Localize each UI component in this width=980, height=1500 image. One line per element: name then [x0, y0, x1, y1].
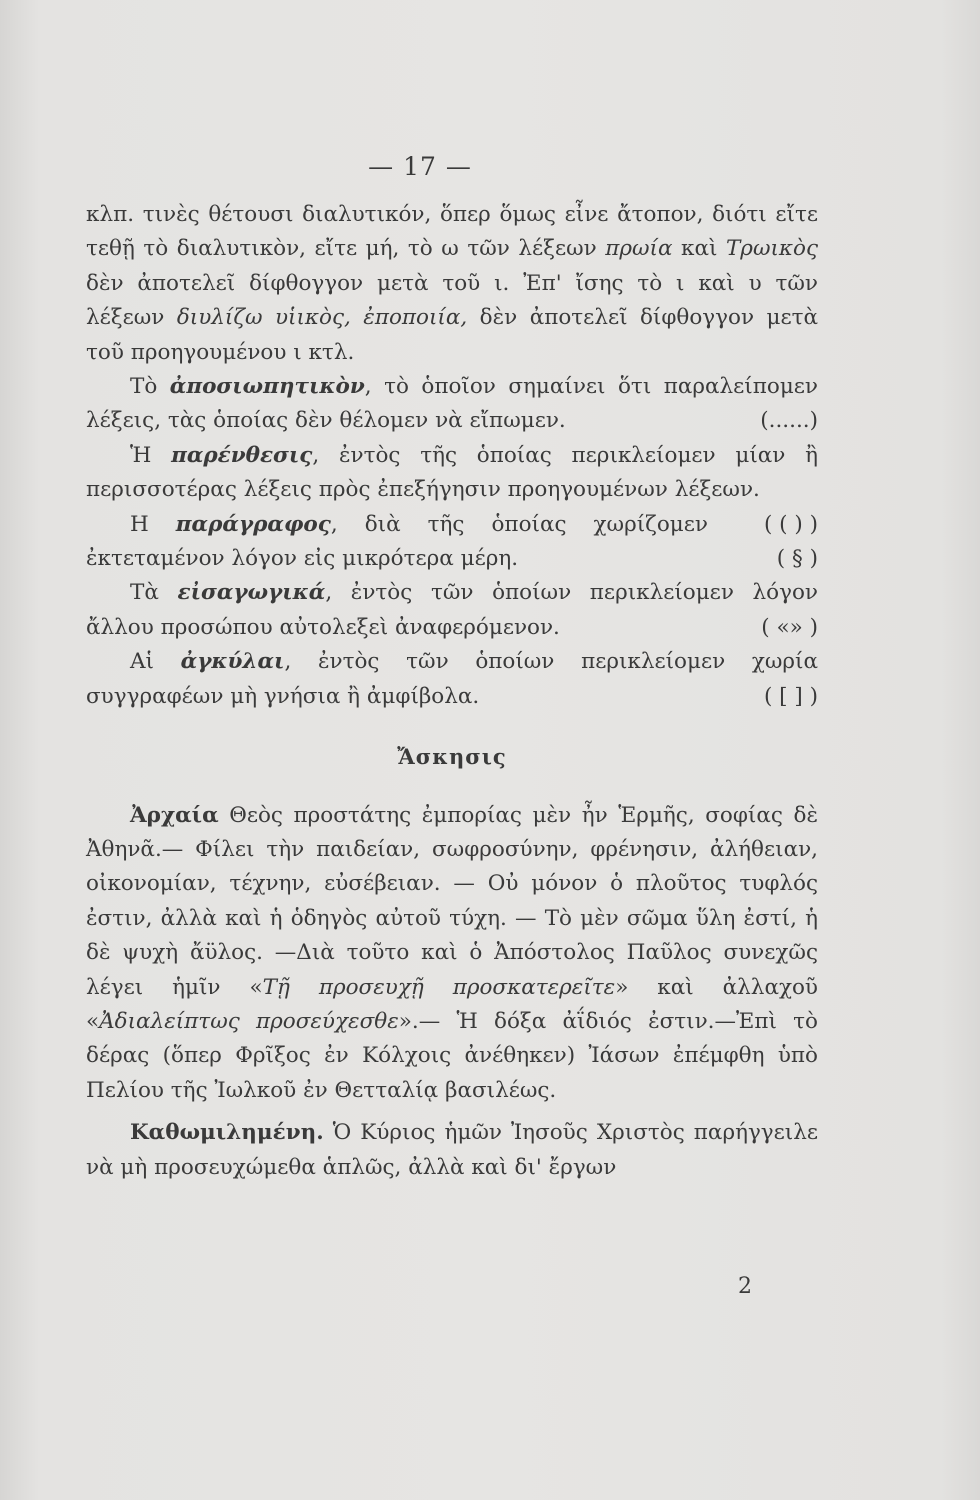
term-ellipsis: ἀποσιωπητικὸν	[169, 374, 365, 400]
term-brackets: ἀγκύλαι	[180, 649, 285, 675]
page-number: — 17 —	[368, 152, 472, 181]
paragraph-ancient-examples: Ἀρχαία Θεὸς προστάτης ἐμπορίας μὲν ἦν Ἑρμῆς, σοφίας δὲ Ἀθηνᾶ.— Φίλει τὴν παιδείαν, σωφροσύνην, φρένησιν, ἀλήθειαν, οἰκονομίαν, τέχνην, εὐσέβειαν. — Οὐ μόνον ὁ πλοῦτος τυφλός ἐστιν, ἀλλὰ καὶ ἡ ὁδηγὸς αὐτοῦ τύχη. — Τὸ μὲν σῶμα ὕλη ἐστί, ἡ δὲ ψυχὴ ἄϋλος. —Διὰ τοῦτο καὶ ὁ Ἀπόστολος Παῦλος συνεχῶς λέγει ἡμῖν «Τῇ προσευχῇ προσκατερεῖτε» καὶ ἀλλαχοῦ «Ἀδιαλείπτως προσεύχεσθε».— Ἡ δόξα ἀΐδιός ἐστιν.—Ἐπὶ τὸ δέρας (ὅπερ Φρῖξος ἐν Κόλχοις ἀνέθηκεν) Ἰάσων ἐπέμφθη ὑπὸ Πελίου τῆς Ἰωλκοῦ ἐν Θετταλίᾳ βασιλέως.	[86, 802, 818, 1103]
term-parenthesis: παρένθεσις	[171, 442, 313, 468]
paragraph-diaeresis-note: κλπ. τινὲς θέτουσι διαλυτικόν, ὅπερ ὅμως εἶνε ἄτοπον, διότι εἴτε τεθῇ τὸ διαλυτικὸν, εἴτε μή, τὸ ω τῶν λέξεων πρωία καὶ Τρωικὸς δὲν ἀποτελεῖ δίφθογγον μετὰ τοῦ ι. Ἐπ' ἴσης τὸ ι καὶ υ τῶν λέξεων διυλίζω υἱικὸς, ἐποποιία, δὲν ἀποτελεῖ δίφθογγον μετὰ τοῦ προηγουμένου ι κτλ.	[86, 202, 819, 365]
paragraph-quotation-marks: Τὰ εἰσαγωγικά, ἐντὸς τῶν ὁποίων περικλείομεν λόγον ἄλλου προσώπου αὐτολεξεὶ ἀναφερόμενον. ( «» )	[86, 576, 818, 645]
paragraph-brackets: Αἱ ἀγκύλαι, ἐντὸς τῶν ὁποίων περικλείομεν χωρία συγγραφέων μὴ γνήσια ἢ ἀμφίβολα. ( [ ] )	[86, 645, 818, 714]
paragraph-section-sign: Η παράγραφος, διὰ τῆς ὁποίας χωρίζομεν ἐκτεταμένον λόγον εἰς μικρότερα μέρη. ( § )	[86, 508, 818, 577]
body-text	[86, 198, 818, 1185]
spacer	[86, 1108, 818, 1116]
quotes-mark: ( «» )	[761, 614, 818, 640]
term-section: παράγραφος	[175, 511, 331, 537]
brackets-mark: ( [ ] )	[763, 683, 818, 709]
label-ancient: Ἀρχαία	[130, 802, 219, 828]
ellipsis-mark: (......)	[760, 408, 818, 434]
paragraph-modern-examples: Καθωμιλημένη. Ὁ Κύριος ἡμῶν Ἰησοῦς Χριστὸς παρήγγειλε νὰ μὴ προσευχώμεθα ἁπλῶς, ἀλλὰ καὶ δι' ἔργων	[86, 1120, 818, 1180]
section-mark: ( § )	[776, 546, 818, 572]
signature-mark: 2	[738, 1274, 752, 1299]
paragraph-parenthesis: Ἡ παρένθεσις, ἐντὸς τῆς ὁποίας περικλείομεν μίαν ἢ περισσοτέρας λέξεις πρὸς ἐπεξήγησιν προηγουμένων λέξεων. ( ( ) )	[86, 439, 818, 508]
paragraph-ellipsis: Τὸ ἀποσιωπητικὸν, τὸ ὁποῖον σημαίνει ὅτι παραλείπομεν λέξεις, τὰς ὁποίας δὲν θέλομεν νὰ εἴπωμεν. (......)	[86, 370, 818, 439]
label-modern: Καθωμιλημένη.	[130, 1120, 324, 1146]
exercise-heading: Ἄσκησις	[397, 744, 507, 770]
term-quotes: εἰσαγωγικά	[177, 580, 326, 606]
parenthesis-mark: ( ( ) )	[763, 511, 818, 537]
